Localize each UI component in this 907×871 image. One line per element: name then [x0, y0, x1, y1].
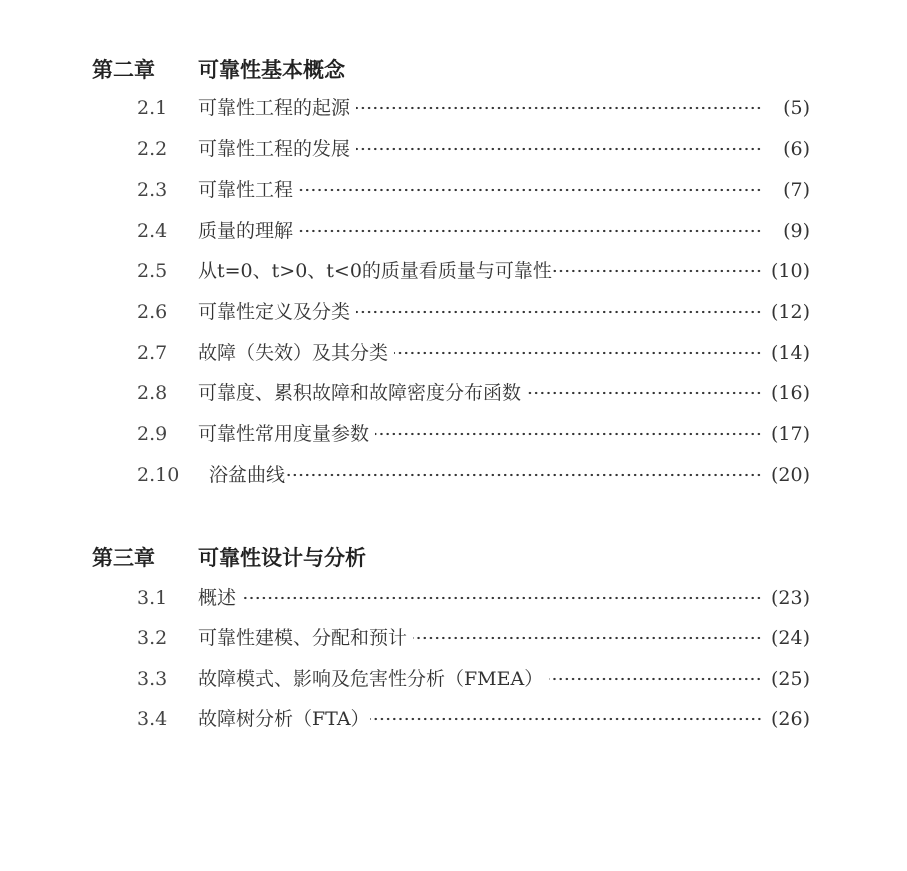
toc-entry[interactable]	[137, 624, 810, 652]
chapter-title: 可靠性基本概念	[198, 58, 345, 82]
section-title: 可靠性工程	[198, 179, 294, 201]
section-number: 2.5	[137, 260, 168, 282]
section-title: 可靠性工程的发展	[198, 138, 351, 160]
section-title: 浴盆曲线	[209, 464, 286, 486]
chapter-number: 第二章	[92, 58, 155, 82]
toc-entry[interactable]	[137, 420, 810, 448]
page-number: (20)	[770, 464, 810, 486]
chapter-heading	[92, 55, 345, 85]
toc-entry[interactable]	[137, 584, 810, 612]
section-title: 质量的理解	[198, 220, 294, 242]
section-number: 2.6	[137, 301, 168, 323]
dot-leader	[527, 391, 762, 395]
section-number: 3.4	[137, 708, 168, 730]
section-title: 可靠性工程的起源	[198, 97, 351, 119]
section-number: 2.10	[137, 464, 180, 486]
dot-leader	[413, 636, 762, 640]
chapter-title: 可靠性设计与分析	[198, 546, 366, 570]
section-number: 2.1	[137, 97, 168, 119]
section-title: 故障树分析（FTA）	[198, 708, 370, 730]
section-title: 可靠性定义及分类	[198, 301, 351, 323]
page-number: (16)	[770, 382, 810, 404]
section-title: 故障模式、影响及危害性分析（FMEA）	[198, 668, 544, 690]
section-number: 3.1	[137, 587, 168, 609]
page-number: (17)	[770, 423, 810, 445]
dot-leader	[356, 147, 762, 151]
section-title: 可靠性建模、分配和预计	[198, 627, 408, 649]
toc-entry[interactable]	[137, 339, 810, 367]
page-number: (7)	[783, 179, 810, 201]
section-number: 2.4	[137, 220, 168, 242]
dot-leader	[299, 229, 762, 233]
toc-entry[interactable]	[137, 298, 810, 326]
page-number: (26)	[770, 708, 810, 730]
toc-entry[interactable]	[137, 217, 810, 245]
page-number: (9)	[783, 220, 810, 242]
page-number: (6)	[783, 138, 810, 160]
dot-leader	[549, 677, 762, 681]
toc-entry[interactable]	[137, 257, 810, 285]
dot-leader	[394, 351, 762, 355]
toc-entry[interactable]	[137, 379, 810, 407]
section-number: 2.2	[137, 138, 168, 160]
section-title: 可靠性常用度量参数	[198, 423, 370, 445]
section-number: 2.9	[137, 423, 168, 445]
page-number: (23)	[770, 587, 810, 609]
dot-leader	[356, 106, 762, 110]
section-title: 从t=0、t>0、t<0的质量看质量与可靠性	[198, 260, 552, 282]
toc-entry[interactable]	[137, 94, 810, 122]
toc-entry[interactable]	[137, 705, 810, 733]
dot-leader	[299, 188, 762, 192]
page-number: (12)	[770, 301, 810, 323]
section-number: 2.7	[137, 342, 168, 364]
dot-leader	[370, 717, 762, 721]
chapter-number: 第三章	[92, 546, 155, 570]
dot-leader	[375, 432, 762, 436]
dot-leader	[356, 310, 762, 314]
toc-entry[interactable]	[137, 461, 810, 489]
page-number: (14)	[770, 342, 810, 364]
section-number: 3.2	[137, 627, 168, 649]
section-title: 概述	[198, 587, 237, 609]
dot-leader	[242, 596, 762, 600]
page-number: (25)	[770, 668, 810, 690]
dot-leader	[285, 473, 762, 477]
toc-entry[interactable]	[137, 176, 810, 204]
toc-entry[interactable]	[137, 665, 810, 693]
section-number: 2.3	[137, 179, 168, 201]
section-title: 可靠度、累积故障和故障密度分布函数	[198, 382, 522, 404]
page-number: (24)	[770, 627, 810, 649]
chapter-heading	[92, 543, 366, 573]
dot-leader	[552, 269, 762, 273]
section-number: 2.8	[137, 382, 168, 404]
section-title: 故障（失效）及其分类	[198, 342, 389, 364]
page-number: (5)	[783, 97, 810, 119]
section-number: 3.3	[137, 668, 168, 690]
page-number: (10)	[770, 260, 810, 282]
toc-entry[interactable]	[137, 135, 810, 163]
